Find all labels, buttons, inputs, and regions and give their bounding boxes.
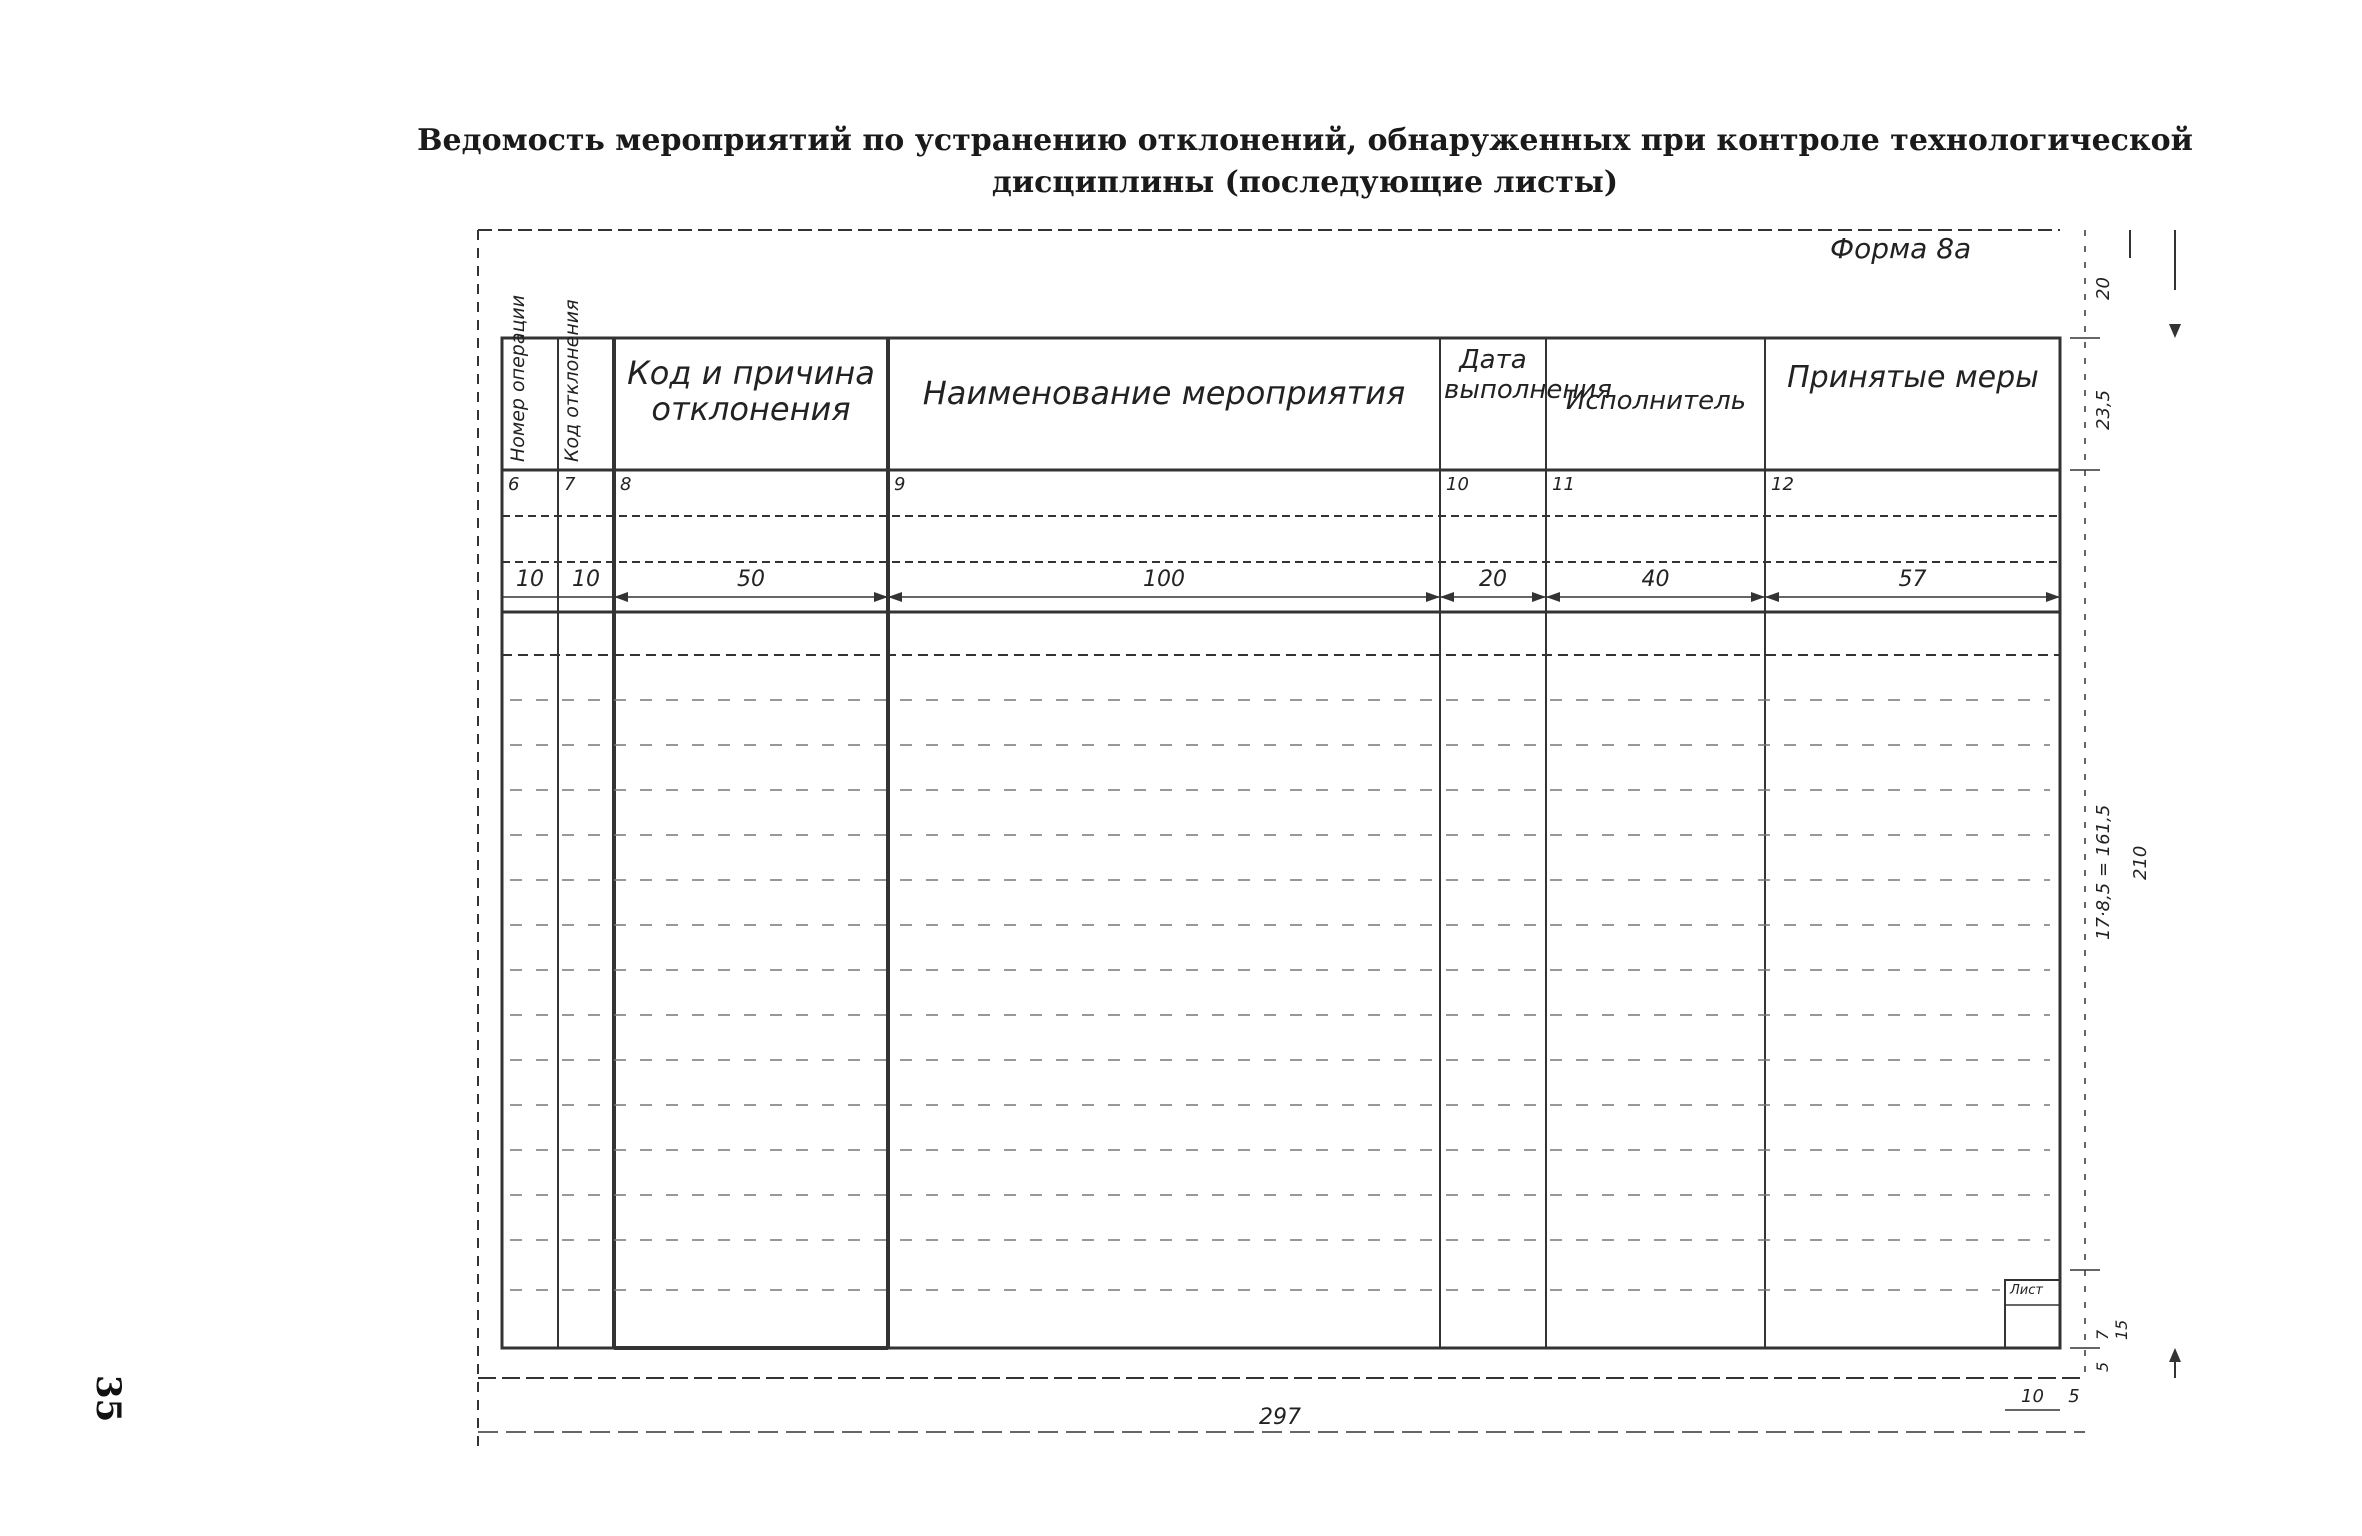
col-header-measure-name: Наименование мероприятия — [922, 374, 1406, 412]
dim-bottom: 5 — [2093, 1361, 2112, 1372]
col-number-6: 6 — [508, 474, 520, 495]
col-width-11: 40 — [1641, 567, 1670, 592]
col-width-8: 50 — [737, 567, 765, 592]
col-number-7: 7 — [564, 474, 576, 495]
col-width-6: 10 — [516, 567, 544, 592]
dim-top-margin: 20 — [2093, 277, 2114, 300]
col-header-measures-taken: Принятые меры — [1787, 360, 2039, 395]
dim-sheet-width: 10 — [2021, 1386, 2044, 1407]
form-label: Форма 8а — [1830, 232, 1972, 265]
dim-body-height-alt: 210 — [2130, 845, 2151, 880]
sheet-label: Лист — [2010, 1283, 2043, 1298]
page-number: 35 — [88, 1375, 128, 1423]
col-header-deviation-code: Код отклонения — [561, 299, 583, 462]
dim-header-height: 23,5 — [2093, 389, 2114, 430]
dim-sheet-height: 7 — [2093, 1329, 2112, 1340]
col-number-9: 9 — [894, 474, 906, 495]
col-header-execution-date: Дата выполнения — [1444, 345, 1612, 405]
col-width-9: 100 — [1143, 567, 1185, 592]
document-title: Ведомость мероприятий по устранению отклонений, обнаруженных при контроле технологической дисциплины (последующие листы) — [417, 123, 2193, 200]
table-border — [502, 294, 2060, 1348]
col-width-12: 57 — [1898, 567, 1927, 592]
dim-body-height: 17·8,5 = 161,5 — [2093, 804, 2114, 940]
col-header-code-reason: Код и причина отклонения — [627, 354, 875, 428]
dim-total-width: 297 — [1259, 1405, 1301, 1430]
col-number-12: 12 — [1771, 474, 1794, 495]
col-number-8: 8 — [620, 474, 632, 495]
col-header-executor: Исполнитель — [1565, 386, 1747, 416]
dim-right-offset: 5 — [2068, 1386, 2080, 1407]
col-header-operation-number: Номер операции — [507, 294, 529, 462]
col-width-7: 10 — [572, 567, 600, 592]
col-width-10: 20 — [1479, 567, 1507, 592]
col-number-11: 11 — [1552, 474, 1575, 495]
dim-sheet-height-alt: 15 — [2112, 1319, 2131, 1340]
col-number-10: 10 — [1446, 474, 1469, 495]
